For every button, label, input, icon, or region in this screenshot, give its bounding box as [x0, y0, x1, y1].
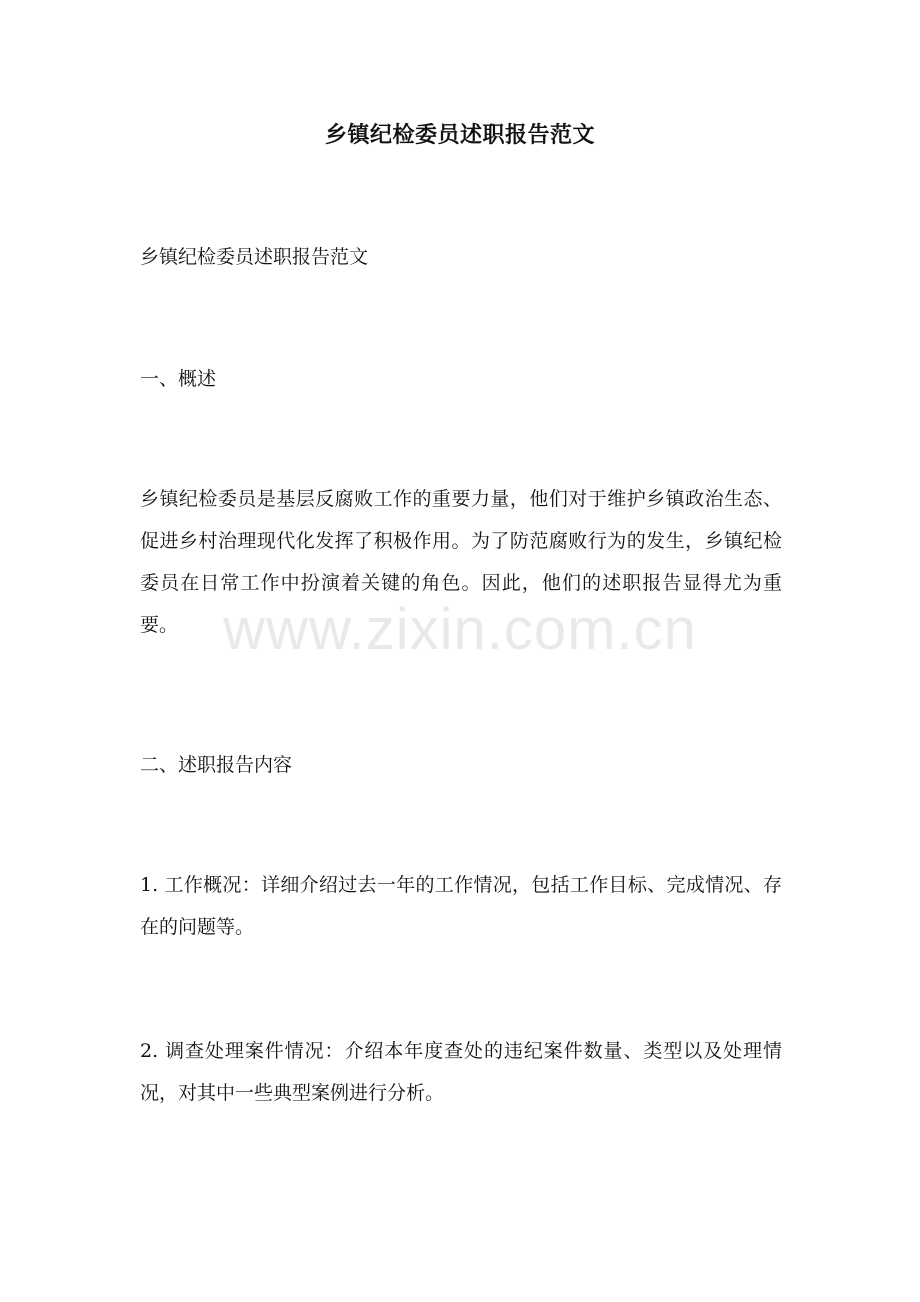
- overview-paragraph: 乡镇纪检委员是基层反腐败工作的重要力量，他们对于维护乡镇政治生态、促进乡村治理现代化发挥了积极作用。为了防范腐败行为的发生，乡镇纪检委员在日常工作中扮演着关键的角色。因此，他们的述职报告显得尤为重要。: [140, 488, 782, 636]
- document-title: 乡镇纪检委员述职报告范文: [324, 122, 595, 148]
- document-subtitle: 乡镇纪检委员述职报告范文: [140, 246, 369, 268]
- section-heading-report-content: 二、述职报告内容: [140, 754, 293, 776]
- list-item: 1. 工作概况：详细介绍过去一年的工作情况，包括工作目标、完成情况、存在的问题等。: [140, 874, 782, 938]
- section-heading-overview: 一、概述: [140, 368, 217, 390]
- watermark: www.zixin.com.cn: [223, 597, 697, 662]
- list-item: 2. 调查处理案件情况：介绍本年度查处的违纪案件数量、类型以及处理情况，对其中一些典型案例进行分析。: [140, 1040, 782, 1104]
